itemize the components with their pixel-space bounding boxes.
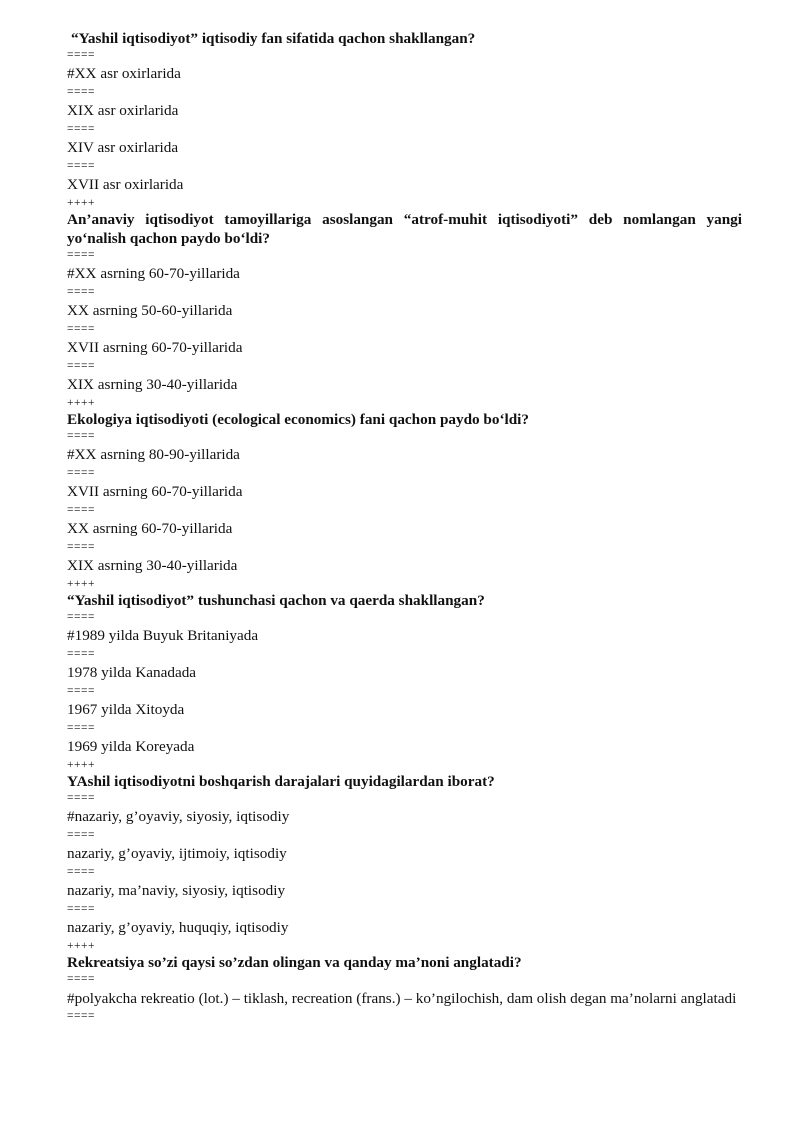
option-separator: ==== [67,504,95,516]
option-separator: ==== [67,286,95,298]
answer-option: XVII asrning 60-70-yillarida [67,483,243,500]
answer-option: #XX asrning 60-70-yillarida [67,265,240,282]
answer-option: XIX asrning 30-40-yillarida [67,557,238,574]
option-separator: ==== [67,160,95,172]
question-separator: ++++ [67,940,95,952]
option-separator: ==== [67,430,95,442]
answer-option: XVII asr oxirlarida [67,176,184,193]
option-separator: ==== [67,722,95,734]
option-separator: ==== [67,123,95,135]
answer-option: XX asrning 50-60-yillarida [67,302,233,319]
question-separator: ++++ [67,759,95,771]
question-text: YAshil iqtisodiyotni boshqarish darajalari quyidagilardan iborat? [67,773,495,790]
option-separator: ==== [67,467,95,479]
answer-option: XIV asr oxirlarida [67,139,179,156]
option-separator: ==== [67,86,95,98]
answer-option: XIX asr oxirlarida [67,102,179,119]
option-separator: ==== [67,973,95,985]
option-separator: ==== [67,903,95,915]
answer-option: nazariy, g’oyaviy, ijtimoiy, iqtisodiy [67,845,287,862]
question-text: Rekreatsiya so’zi qaysi so’zdan olingan va qanday ma’noni anglatadi? [67,954,522,971]
question-text: Ekologiya iqtisodiyoti (ecological economics) fani qachon paydo bo‘ldi? [67,411,529,428]
answer-option: #XX asrning 80-90-yillarida [67,446,240,463]
answer-option: XX asrning 60-70-yillarida [67,520,233,537]
option-separator: ==== [67,360,95,372]
option-separator: ==== [67,1010,95,1022]
answer-option: nazariy, g’oyaviy, huquqiy, iqtisodiy [67,919,289,936]
answer-option: 1969 yilda Koreyada [67,738,195,755]
option-separator: ==== [67,541,95,553]
option-separator: ==== [67,792,95,804]
option-separator: ==== [67,829,95,841]
option-separator: ==== [67,685,95,697]
answer-option: #1989 yilda Buyuk Britaniyada [67,627,259,644]
answer-option: 1967 yilda Xitoyda [67,701,185,718]
question-separator: ++++ [67,578,95,590]
question-separator: ++++ [67,397,95,409]
option-separator: ==== [67,866,95,878]
answer-option: 1978 yilda Kanadada [67,664,197,681]
answer-option: XIX asrning 30-40-yillarida [67,376,238,393]
question-text: An’anaviy iqtisodiyot tamoyillariga asoslangan “atrof-muhit iqtisodiyoti” deb nomlangan yangi yo‘nalish qachon paydo bo‘ldi? [67,211,742,247]
option-separator: ==== [67,49,95,61]
option-separator: ==== [67,611,95,623]
question-text: “Yashil iqtisodiyot” tushunchasi qachon va qaerda shakllangan? [67,592,485,609]
document-page [67,29,742,1023]
option-separator: ==== [67,249,95,261]
answer-option: XVII asrning 60-70-yillarida [67,339,243,356]
option-separator: ==== [67,648,95,660]
question-text: “Yashil iqtisodiyot” iqtisodiy fan sifatida qachon shakllangan? [71,30,476,47]
option-separator: ==== [67,323,95,335]
answer-option: #polyakcha rekreatio (lot.) – tiklash, recreation (frans.) – ko’ngilochish, dam olish degan ma’nolarni anglatadi [67,990,737,1007]
answer-option: #XX asr oxirlarida [67,65,181,82]
question-separator: ++++ [67,197,95,209]
answer-option: nazariy, ma’naviy, siyosiy, iqtisodiy [67,882,286,899]
answer-option: #nazariy, g’oyaviy, siyosiy, iqtisodiy [67,808,290,825]
